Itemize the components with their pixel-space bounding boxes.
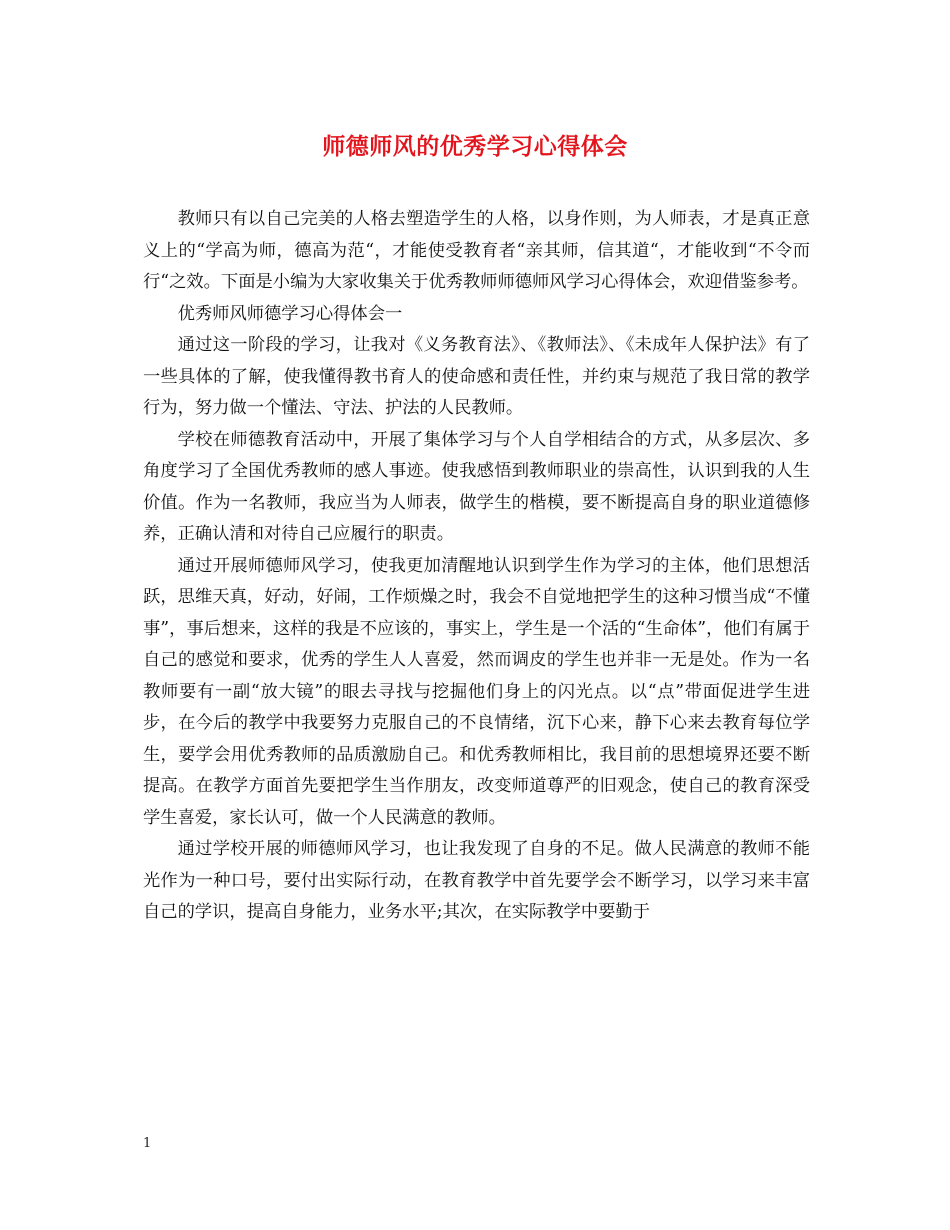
document-title: 师德师风的优秀学习心得体会 <box>322 133 628 160</box>
paragraph: 通过学校开展的师德师风学习，也让我发现了自身的不足。做人民满意的教师不能光作为一种口号，要付出实际行动，在教育教学中首先要学会不断学习，以学习来丰富自己的学识，提高自身能力，业务水平;其次，在实际教学中要勤于 <box>143 839 810 922</box>
paragraph: 学校在师德教育活动中，开展了集体学习与个人自学相结合的方式，从多层次、多角度学习了全国优秀教师的感人事迹。使我感悟到教师职业的崇高性，认识到我的人生价值。作为一名教师，我应当为人师表，做学生的楷模，要不断提高自身的职业道德修养，正确认清和对待自己应履行的职责。 <box>143 429 810 544</box>
page-number: 1 <box>143 1136 152 1151</box>
section-heading: 优秀师风师德学习心得体会一 <box>177 303 403 324</box>
paragraph: 通过这一阶段的学习，让我对《义务教育法》、《教师法》、《未成年人保护法》有了一些具体的了解，使我懂得教书育人的使命感和责任性，并约束与规范了我日常的教学行为，努力做一个懂法、守法、护法的人民教师。 <box>143 335 810 418</box>
document-body <box>143 204 810 929</box>
paragraph-intro: 教师只有以自己完美的人格去塑造学生的人格，以身作则，为人师表，才是真正意义上的“学高为师，德高为范“，才能使受教育者“亲其师，信其道“，才能收到“不令而行“之效。下面是小编为大家收集关于优秀教师师德师风学习心得体会，欢迎借鉴参考。 <box>143 209 810 292</box>
paragraph: 通过开展师德师风学习，使我更加清醒地认识到学生作为学习的主体，他们思想活跃，思维天真，好动，好闹，工作烦燥之时，我会不自觉地把学生的这种习惯当成“不懂事”，事后想来，这样的我是不应该的，事实上，学生是一个活的“生命体”，他们有属于自己的感觉和要求，优秀的学生人人喜爱，然而调皮的学生也并非一无是处。作为一名教师要有一副“放大镜”的眼去寻找与挖掘他们身上的闪光点。以“点”带面促进学生进步，在今后的教学中我要努力克服自己的不良情绪，沉下心来，静下心来去教育每位学生，要学会用优秀教师的品质激励自己。和优秀教师相比，我目前的思想境界还要不断提高。在教学方面首先要把学生当作朋友，改变师道尊严的旧观念，使自己的教育深受学生喜爱，家长认可，做一个人民满意的教师。 <box>143 555 810 828</box>
